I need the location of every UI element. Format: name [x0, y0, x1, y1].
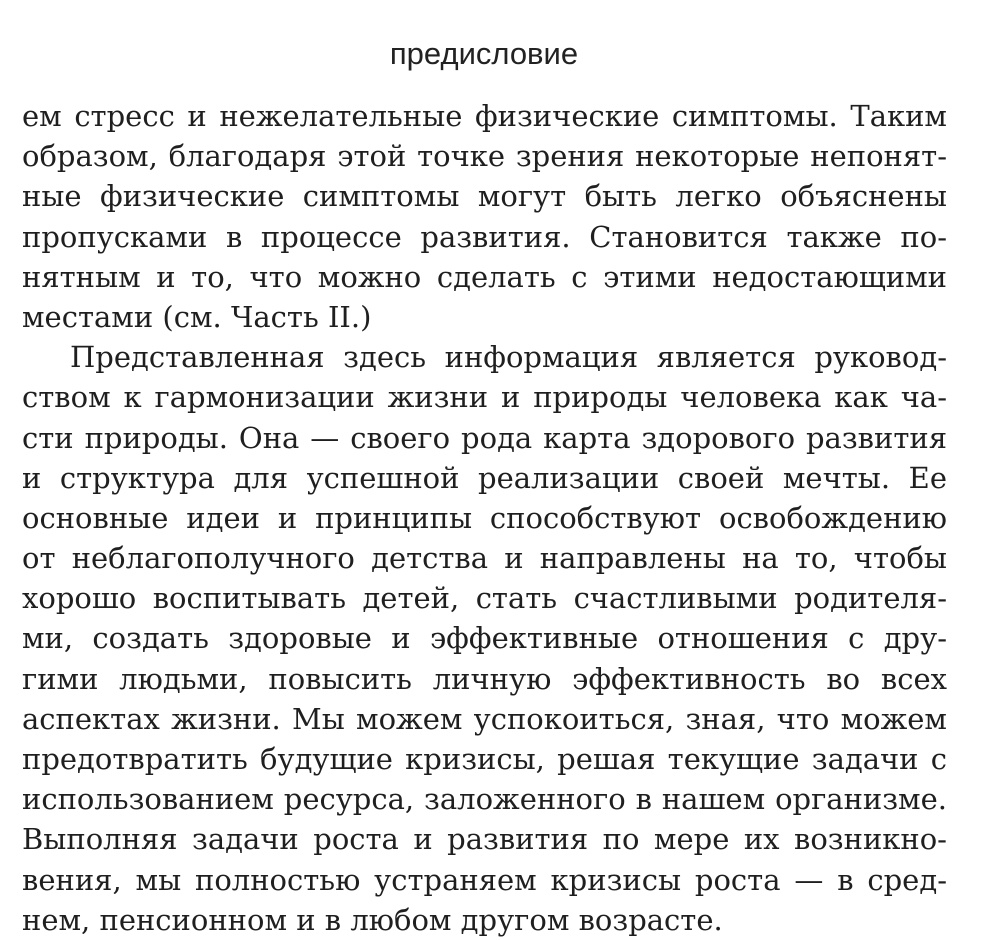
paragraph [22, 337, 947, 940]
body-text [22, 96, 947, 940]
text-line: ные физические симптомы могут быть легко объяснены [22, 179, 947, 214]
text-line: предотвратить будущие кризисы, решая текущие задачи с [22, 742, 947, 776]
running-head: предисловие [389, 36, 579, 71]
text-line: сти природы. Она — своего рода карта здорового развития [22, 420, 947, 455]
text-line: основные идеи и принципы способствуют освобождению [22, 500, 947, 535]
text-line: гими людьми, повысить личную эффективность во всех [22, 661, 947, 696]
text-line: образом, благодаря этой точке зрения некоторые непонят- [22, 139, 947, 174]
text-line: Представленная здесь информация является руковод- [70, 340, 947, 375]
text-line: ством к гармонизации жизни и природы человека как ча- [22, 380, 947, 415]
text-line: местами (см. Часть II.) [22, 299, 372, 334]
text-line: аспектах жизни. Мы можем успокоиться, зная, что можем [22, 701, 947, 736]
text-line: и структура для успешной реализации своей мечты. Ее [22, 460, 947, 495]
text-line: нем, пенсионном и в любом другом возрасте. [22, 902, 723, 937]
paragraph [22, 96, 947, 337]
text-line: пропусками в процессе развития. Становится также по- [22, 219, 947, 254]
text-line: Выполняя задачи роста и развития по мере их возникно- [22, 822, 947, 857]
text-line: хорошо воспитывать детей, стать счастливыми родителя- [22, 581, 947, 616]
text-line: от неблагополучного детства и направлены на то, чтобы [22, 541, 947, 576]
text-line: вения, мы полностью устраняем кризисы роста — в сред- [22, 862, 947, 897]
text-line: ем стресс и нежелательные физические симптомы. Таким [22, 99, 947, 133]
text-line: использованием ресурса, заложенного в нашем организме. [22, 782, 947, 817]
text-line: ми, создать здоровые и эффективные отношения с дру- [22, 621, 947, 656]
text-line: нятным и то, что можно сделать с этими недостающими [22, 259, 947, 294]
